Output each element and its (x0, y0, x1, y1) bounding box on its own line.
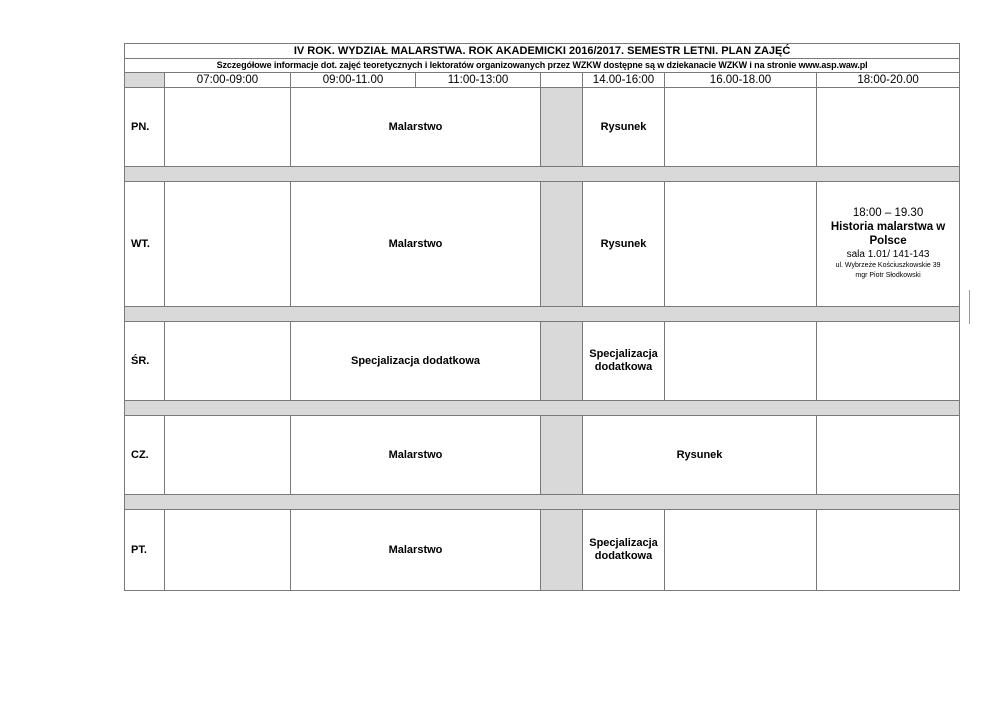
time-slot-6: 18:00-20.00 (817, 73, 960, 88)
time-header-corner (125, 73, 165, 88)
class-cell: Malarstwo (291, 416, 541, 495)
time-slot-5: 16.00-18.00 (665, 73, 817, 88)
slot-empty (165, 182, 291, 307)
day-label: PT. (125, 510, 165, 591)
evening-class-cell (817, 182, 960, 307)
time-slot-3: 11:00-13:00 (416, 73, 541, 88)
day-label: ŚR. (125, 322, 165, 401)
class-cell: Rysunek (583, 88, 665, 167)
time-slot-4: 14.00-16:00 (583, 73, 665, 88)
break-cell (541, 322, 583, 401)
break-cell (541, 510, 583, 591)
evening-class-room: sala 1.01/ 141-143 (846, 249, 930, 260)
slot-empty (165, 88, 291, 167)
evening-class-teacher: mgr Piotr Słodkowski (855, 272, 921, 279)
time-slot-break (541, 73, 583, 88)
break-cell (541, 88, 583, 167)
time-slot-2: 09:00-11.00 (291, 73, 416, 88)
day-separator (125, 495, 960, 510)
slot-empty (665, 88, 817, 167)
day-separator (125, 401, 960, 416)
class-cell: Specjalizacja dodatkowa (583, 322, 665, 401)
class-cell: Malarstwo (291, 88, 541, 167)
break-cell (541, 182, 583, 307)
slot-empty (665, 322, 817, 401)
slot-empty (817, 322, 960, 401)
slot-empty (165, 322, 291, 401)
schedule-table (124, 43, 960, 591)
class-cell: Malarstwo (291, 182, 541, 307)
class-cell: Specjalizacja dodatkowa (291, 322, 541, 401)
break-cell (541, 416, 583, 495)
slot-empty (817, 88, 960, 167)
slot-empty (665, 510, 817, 591)
text-cursor-mark (969, 290, 970, 324)
day-label: PN. (125, 88, 165, 167)
class-cell: Specjalizacja dodatkowa (583, 510, 665, 591)
class-cell: Rysunek (583, 182, 665, 307)
slot-empty (165, 416, 291, 495)
day-label: CZ. (125, 416, 165, 495)
schedule-title: IV ROK. WYDZIAŁ MALARSTWA. ROK AKADEMICKI 2016/2017. SEMESTR LETNI. PLAN ZAJĘĆ (125, 44, 960, 59)
time-slot-1: 07:00-09:00 (165, 73, 291, 88)
slot-empty (817, 510, 960, 591)
day-separator (125, 307, 960, 322)
schedule-info: Szczegółowe informacje dot. zajęć teoretycznych i lektoratów organizowanych przez WZKW dostępne są w dziekanacie WZKW i na stronie www.asp.waw.pl (125, 59, 960, 73)
slot-empty (165, 510, 291, 591)
class-cell: Rysunek (583, 416, 817, 495)
class-cell: Malarstwo (291, 510, 541, 591)
day-label: WT. (125, 182, 165, 307)
evening-class-title: Historia malarstwa w Polsce (830, 221, 946, 247)
evening-class-time: 18:00 – 19.30 (852, 207, 924, 219)
day-separator (125, 167, 960, 182)
slot-empty (665, 182, 817, 307)
evening-class-address: ul. Wybrzeże Kościuszkowskie 39 (835, 262, 941, 269)
slot-empty (817, 416, 960, 495)
